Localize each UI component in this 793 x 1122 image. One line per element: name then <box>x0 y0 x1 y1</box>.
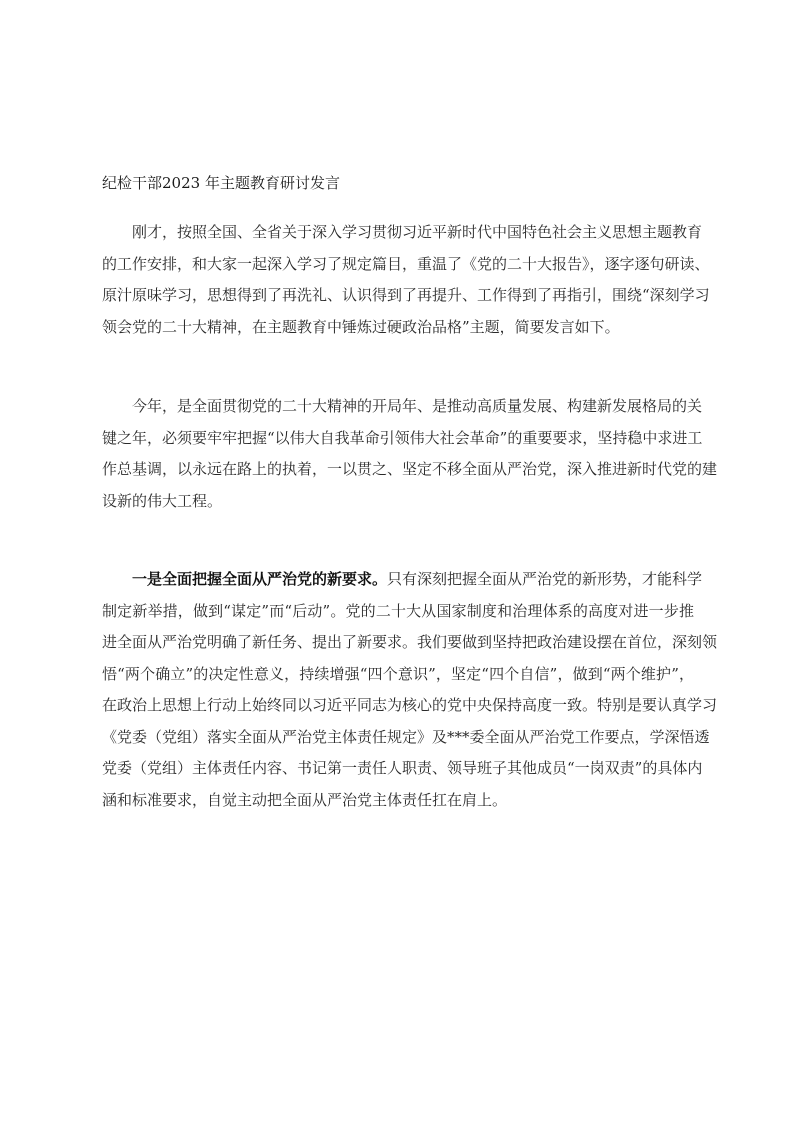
text-line: 党委（党组）主体责任内容、书记第一责任人职责、领导班子其他成员“一岗双责”的具体内 <box>102 759 703 777</box>
text-line: 原汁原味学习，思想得到了再洗礼、认识得到了再提升、工作得到了再指引，围绕“深刻学习 <box>102 286 710 304</box>
text-line: 在政治上思想上行动上始终同以习近平同志为核心的党中央保持高度一致。特别是要认真学习 <box>102 696 718 714</box>
text-line: 《党委（党组）落实全面从严治党主体责任规定》及***委全面从严治党工作要点，学深悟透 <box>102 727 710 746</box>
text-span: 只有深刻把握全面从严治党的新形势，才能科学 <box>387 570 703 588</box>
text-line: 作总基调，以永远在路上的执着，一以贯之、坚定不移全面从严治党，深入推进新时代党的建 <box>102 460 718 478</box>
paragraph-this-year <box>102 391 718 517</box>
text-line <box>102 564 703 596</box>
paragraph-intro <box>102 217 710 343</box>
text-line: 进全面从严治党明确了新任务、提出了新要求。我们要做到坚持把政治建设摆在首位，深刻领 <box>102 633 718 651</box>
text-line: 悟“两个确立”的决定性意义，持续增强“四个意识”，坚定“四个自信”，做到“两个维护”， <box>102 664 694 683</box>
text-line: 领会党的二十大精神，在主题教育中锤炼过硬政治品格”主题，简要发言如下。 <box>102 317 620 336</box>
text-line: 制定新举措，做到“谋定”而“后动”。党的二十大从国家制度和治理体系的高度对进一步推 <box>102 601 694 620</box>
text-line: 的工作安排，和大家一起深入学习了规定篇目，重温了《党的二十大报告》，逐字逐句研读、 <box>102 254 710 273</box>
text-line: 今年，是全面贯彻党的二十大精神的开局年、是推动高质量发展、构建新发展格局的关 <box>132 397 703 415</box>
text-line: 设新的伟大工程。 <box>102 491 223 510</box>
document-title: 纪检干部2023 年主题教育研讨发言 <box>102 174 340 192</box>
text-line: 涵和标准要求，自觉主动把全面从严治党主体责任扛在肩上。 <box>102 790 508 809</box>
bold-lead: 一是全面把握全面从严治党的新要求。 <box>132 570 388 588</box>
paragraph-point-one <box>102 564 718 816</box>
text-line: 刚才，按照全国、全省关于深入学习贯彻习近平新时代中国特色社会主义思想主题教育 <box>132 223 703 241</box>
text-line: 键之年，必须要牢牢把握“以伟大自我革命引领伟大社会革命”的重要要求，坚持稳中求进工 <box>102 428 703 447</box>
